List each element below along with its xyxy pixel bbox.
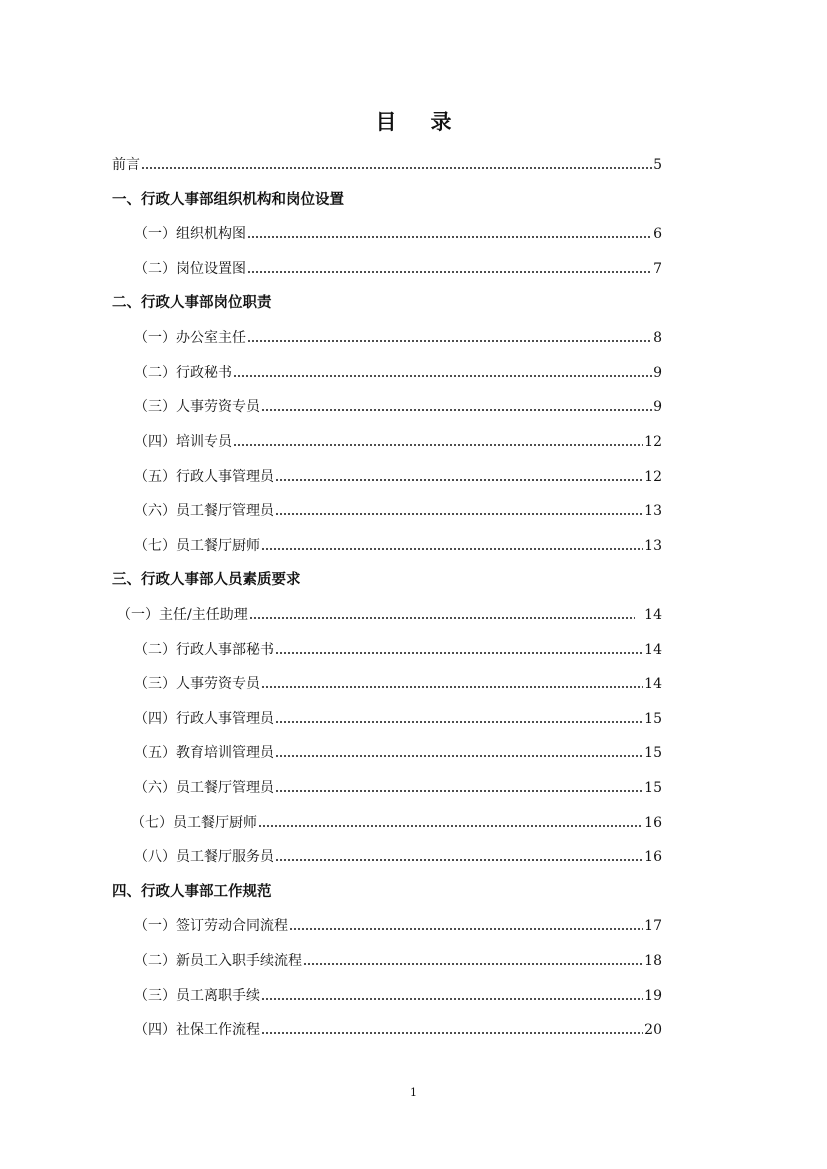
toc-entry-text: （三）员工离职手续: [134, 987, 260, 1004]
toc-page-number: 17: [644, 918, 662, 935]
toc-entry[interactable]: [112, 529, 662, 564]
toc-entry[interactable]: [112, 390, 662, 425]
toc-entry-text: （三）人事劳资专员: [134, 399, 260, 416]
toc-dot-leader: [275, 651, 643, 655]
toc-section-heading[interactable]: [112, 874, 662, 909]
toc-entry[interactable]: [112, 217, 662, 252]
toc-dot-leader: [249, 616, 635, 620]
toc-page-number: 9: [653, 364, 662, 381]
toc-entry[interactable]: [112, 771, 662, 806]
toc-entry[interactable]: [112, 632, 662, 667]
toc-entry-text: （一）办公室主任: [134, 330, 246, 347]
toc-entry-text: （一）签订劳动合同流程: [134, 918, 288, 935]
table-of-contents: [112, 148, 662, 1047]
toc-entry[interactable]: [112, 944, 662, 979]
toc-dot-leader: [261, 685, 643, 689]
toc-page-number: 9: [653, 399, 662, 416]
toc-dot-leader: [261, 547, 643, 551]
toc-page-number: 12: [644, 434, 662, 451]
toc-page-number: 15: [644, 779, 662, 796]
toc-entry[interactable]: [112, 494, 662, 529]
page-title: 目录: [375, 110, 486, 134]
toc-dot-leader: [275, 858, 643, 862]
toc-section-heading[interactable]: [112, 183, 662, 218]
toc-section-heading[interactable]: [112, 286, 662, 321]
toc-page-number: 14: [644, 676, 662, 693]
toc-entry[interactable]: [112, 425, 662, 460]
toc-entry-text: （二）行政人事部秘书: [134, 641, 274, 658]
toc-entry[interactable]: [112, 667, 662, 702]
toc-page-number: 5: [653, 157, 662, 174]
toc-dot-leader: [247, 235, 652, 239]
toc-entry-text: （二）行政秘书: [134, 364, 232, 381]
toc-dot-leader: [261, 1031, 643, 1035]
toc-entry-text: 一、行政人事部组织机构和岗位设置: [112, 191, 344, 208]
toc-dot-leader: [275, 789, 643, 793]
toc-entry-text: （二）岗位设置图: [134, 261, 246, 278]
toc-dot-leader: [289, 927, 643, 931]
toc-page-number: 14: [644, 607, 662, 624]
toc-dot-leader: [233, 443, 643, 447]
toc-entry-text: （七）员工餐厅厨师: [134, 537, 260, 554]
toc-entry[interactable]: [112, 840, 662, 875]
toc-entry-text: 前言: [112, 157, 140, 174]
toc-entry-text: （五）教育培训管理员: [134, 745, 274, 762]
toc-entry-text: （四）培训专员: [134, 434, 232, 451]
toc-dot-leader: [275, 512, 643, 516]
toc-page-number: 7: [653, 261, 662, 278]
toc-entry-text: （一）组织机构图: [134, 226, 246, 243]
toc-entry[interactable]: [112, 978, 662, 1013]
toc-page-number: 13: [644, 537, 662, 554]
toc-dot-leader: [141, 166, 652, 170]
toc-dot-leader: [233, 374, 652, 378]
toc-entry-text: （四）社保工作流程: [134, 1022, 260, 1039]
toc-page-number: 16: [644, 849, 662, 866]
toc-dot-leader: [261, 997, 643, 1001]
toc-section-heading[interactable]: [112, 563, 662, 598]
toc-page-number: 18: [644, 952, 662, 969]
toc-page-number: 12: [644, 468, 662, 485]
toc-entry-text: （七）员工餐厅厨师: [131, 814, 257, 831]
toc-entry-text: 二、行政人事部岗位职责: [112, 295, 272, 312]
toc-dot-leader: [303, 962, 643, 966]
toc-entry[interactable]: [112, 148, 662, 183]
toc-page-number: 13: [644, 503, 662, 520]
toc-dot-leader: [258, 824, 643, 828]
toc-page-number: 19: [644, 987, 662, 1004]
toc-page-number: 6: [653, 226, 662, 243]
toc-entry-text: 三、行政人事部人员素质要求: [112, 572, 301, 589]
toc-dot-leader: [275, 478, 643, 482]
toc-entry[interactable]: [112, 1013, 662, 1048]
toc-entry-text: （六）员工餐厅管理员: [134, 503, 274, 520]
toc-entry-text: （六）员工餐厅管理员: [134, 779, 274, 796]
toc-entry[interactable]: [112, 702, 662, 737]
toc-page-number: 20: [644, 1022, 662, 1039]
toc-dot-leader: [275, 754, 643, 758]
toc-entry[interactable]: [112, 805, 662, 840]
toc-entry-text: （八）员工餐厅服务员: [134, 849, 274, 866]
toc-entry[interactable]: [112, 252, 662, 287]
toc-entry[interactable]: [112, 598, 662, 633]
toc-entry-text: （五）行政人事管理员: [134, 468, 274, 485]
toc-entry-text: （一）主任/主任助理: [117, 607, 248, 624]
toc-entry[interactable]: [112, 356, 662, 391]
toc-page-number: 15: [644, 745, 662, 762]
toc-entry[interactable]: [112, 459, 662, 494]
toc-page-number: 16: [644, 814, 662, 831]
toc-page-number: 8: [653, 330, 662, 347]
toc-page-number: 14: [644, 641, 662, 658]
toc-dot-leader: [261, 408, 652, 412]
toc-dot-leader: [247, 339, 652, 343]
toc-entry-text: （四）行政人事管理员: [134, 710, 274, 727]
page-number: 1: [410, 1086, 417, 1099]
toc-entry[interactable]: [112, 736, 662, 771]
toc-entry-text: 四、行政人事部工作规范: [112, 883, 272, 900]
toc-entry[interactable]: [112, 321, 662, 356]
toc-entry-text: （三）人事劳资专员: [134, 676, 260, 693]
toc-entry-text: （二）新员工入职手续流程: [134, 952, 302, 969]
toc-entry[interactable]: [112, 909, 662, 944]
toc-dot-leader: [275, 720, 643, 724]
toc-page-number: 15: [644, 710, 662, 727]
toc-dot-leader: [247, 270, 652, 274]
